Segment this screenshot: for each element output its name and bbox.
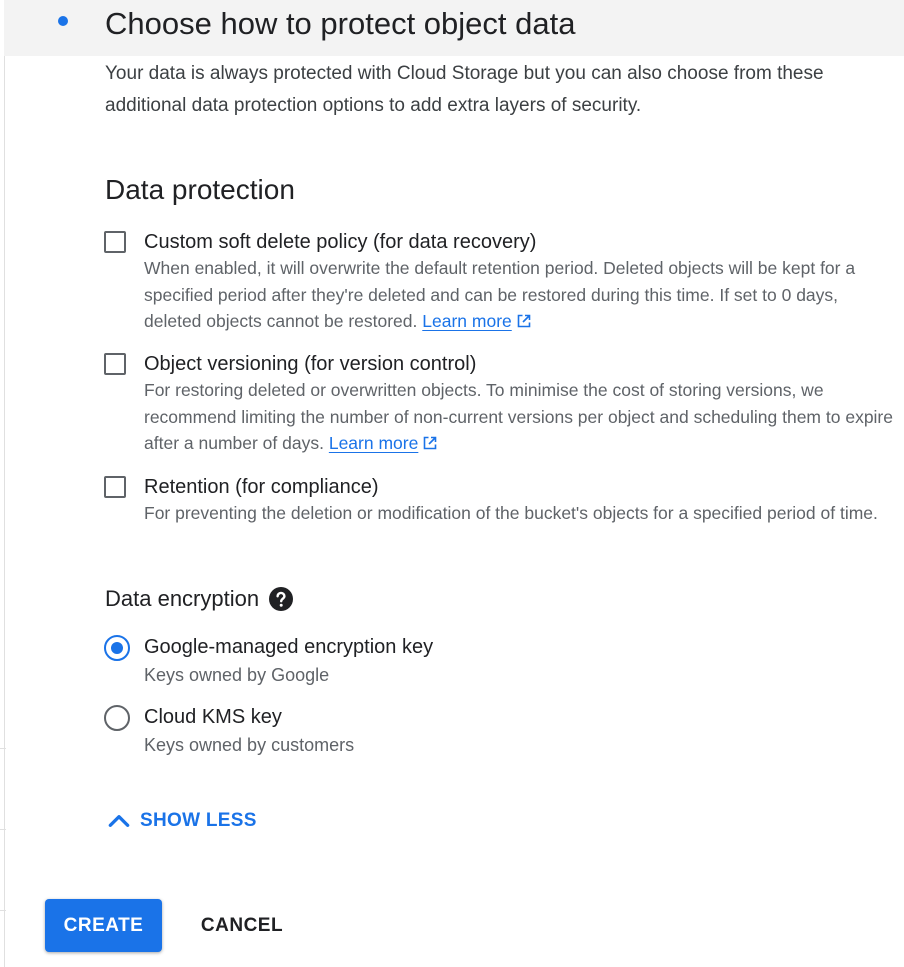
retention-checkbox[interactable] bbox=[104, 476, 126, 498]
object-versioning-learn-more-link[interactable] bbox=[329, 433, 439, 453]
left-divider-tick bbox=[0, 910, 6, 911]
data-protection-heading: Data protection bbox=[105, 174, 295, 205]
google-managed-key-description: Keys owned by Google bbox=[144, 665, 330, 685]
retention-label[interactable]: Retention (for compliance) bbox=[144, 476, 379, 498]
data-encryption-heading bbox=[105, 584, 293, 614]
create-button[interactable]: CREATE bbox=[45, 899, 162, 952]
soft-delete-description bbox=[144, 255, 896, 335]
left-divider-tick bbox=[0, 829, 6, 830]
left-divider-tick bbox=[0, 748, 6, 749]
cloud-kms-key-label[interactable]: Cloud KMS key bbox=[144, 706, 282, 728]
open-in-new-icon bbox=[516, 313, 532, 329]
object-versioning-description bbox=[144, 377, 896, 457]
object-versioning-description-text: For restoring deleted or overwritten objects. To minimise the cost of storing versions, we recommend limiting the number of non-current versions per object and scheduling them to expire after a number of days. bbox=[144, 380, 893, 453]
show-less-button[interactable] bbox=[106, 806, 257, 836]
step-title: Choose how to protect object data bbox=[105, 6, 576, 41]
object-versioning-checkbox[interactable] bbox=[104, 353, 126, 375]
soft-delete-label[interactable]: Custom soft delete policy (for data recovery) bbox=[144, 231, 537, 253]
google-managed-key-radio[interactable] bbox=[104, 635, 130, 661]
retention-description: For preventing the deletion or modification of the bucket's objects for a specified period of time. bbox=[144, 503, 878, 523]
soft-delete-learn-more-link[interactable] bbox=[422, 311, 532, 331]
chevron-up-icon bbox=[106, 808, 132, 834]
cloud-kms-key-description: Keys owned by customers bbox=[144, 735, 355, 755]
left-border bbox=[4, 56, 5, 967]
soft-delete-description-text: When enabled, it will overwrite the default retention period. Deleted objects will be kept for a specified period after they're deleted and can be restored during this time. If set to 0 days, deleted objects cannot be restored. bbox=[144, 258, 856, 331]
step-header[interactable] bbox=[4, 0, 904, 56]
cancel-button[interactable]: CANCEL bbox=[184, 899, 300, 952]
help-circle-icon[interactable] bbox=[269, 587, 293, 611]
soft-delete-checkbox[interactable] bbox=[104, 231, 126, 253]
step-bullet-icon bbox=[58, 16, 68, 26]
intro-text: Your data is always protected with Cloud Storage but you can also choose from these additional data protection options to add extra layers of security. bbox=[105, 63, 824, 116]
cloud-kms-key-radio[interactable] bbox=[104, 705, 130, 731]
google-managed-key-label[interactable]: Google-managed encryption key bbox=[144, 636, 434, 658]
learn-more-text: Learn more bbox=[422, 311, 512, 331]
data-encryption-title: Data encryption bbox=[105, 586, 260, 611]
show-less-label: SHOW LESS bbox=[140, 810, 257, 831]
open-in-new-icon bbox=[422, 435, 438, 451]
object-versioning-label[interactable]: Object versioning (for version control) bbox=[144, 353, 477, 375]
learn-more-text: Learn more bbox=[328, 433, 419, 453]
